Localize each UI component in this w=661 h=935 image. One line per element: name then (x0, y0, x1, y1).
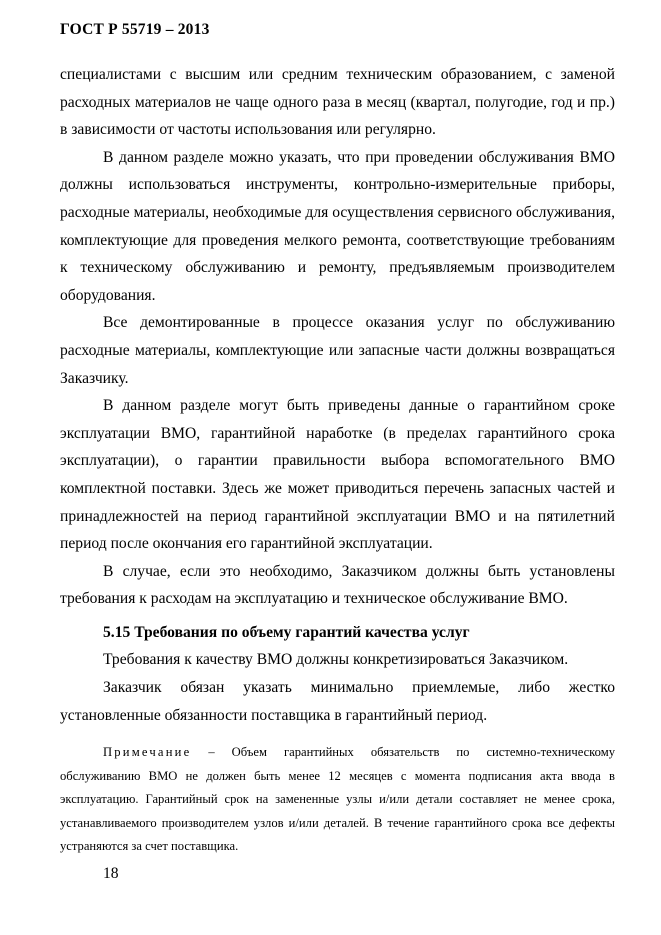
section-paragraph: Заказчик обязан указать минимально приемлемые, либо жестко установленные обязанности поставщика в гарантийный период. (60, 679, 615, 724)
page-number: 18 (103, 865, 119, 882)
paragraph: В данном разделе можно указать, что при проведении обслуживания ВМО должны использоваться инструменты, контрольно-измерительные приборы, расходные материалы, необходимые для осуществления сервисного обслуживания, комплектующие для проведения мелкого ремонта, соответствующие требованиям к техническому обслуживанию и ремонту, предъявляемым производителем оборудования. (60, 148, 615, 304)
note-block (60, 741, 615, 859)
note-text: – Объем гарантийных обязательств по системно-техническому обслуживанию ВМО не должен быть менее 12 месяцев с момента подписания акта ввода в эксплуатацию. Гарантийный срок на замененные узлы и/или детали составляет не менее срока, устанавливаемого производителем узлов и/или деталей. В течение гарантийного срока все дефекты устраняются за счет поставщика. (60, 745, 615, 853)
paragraph: В случае, если это необходимо, Заказчиком должны быть установлены требования к расходам на эксплуатацию и техническое обслуживание ВМО. (60, 562, 615, 608)
paragraph-continuation: специалистами с высшим или средним техническим образованием, с заменой расходных материалов не чаще одного раза в месяц (квартал, полугодие, год и пр.) в зависимости от частоты использования или регулярно. (60, 66, 615, 139)
paragraph: Все демонтированные в процессе оказания услуг по обслуживанию расходные материалы, комплектующие или запасные части должны возвращаться Заказчику. (60, 314, 615, 387)
document-body (60, 61, 615, 729)
paragraph: В данном разделе могут быть приведены данные о гарантийном сроке эксплуатации ВМО, гарантийной наработке (в пределах гарантийного срока эксплуатации), о гарантии правильности выбора вспомогательного ВМО комплектной поставки. Здесь же может приводиться перечень запасных частей и принадлежностей на период гарантийной эксплуатации ВМО и на пятилетний период после окончания его гарантийной эксплуатации. (60, 397, 615, 553)
document-header: ГОСТ Р 55719 – 2013 (60, 21, 210, 38)
section-paragraph: Требования к качеству ВМО должны конкретизироваться Заказчиком. (103, 651, 569, 669)
note-label: Примечание (103, 745, 192, 759)
section-heading: 5.15 Требования по объему гарантий качества услуг (103, 623, 470, 641)
